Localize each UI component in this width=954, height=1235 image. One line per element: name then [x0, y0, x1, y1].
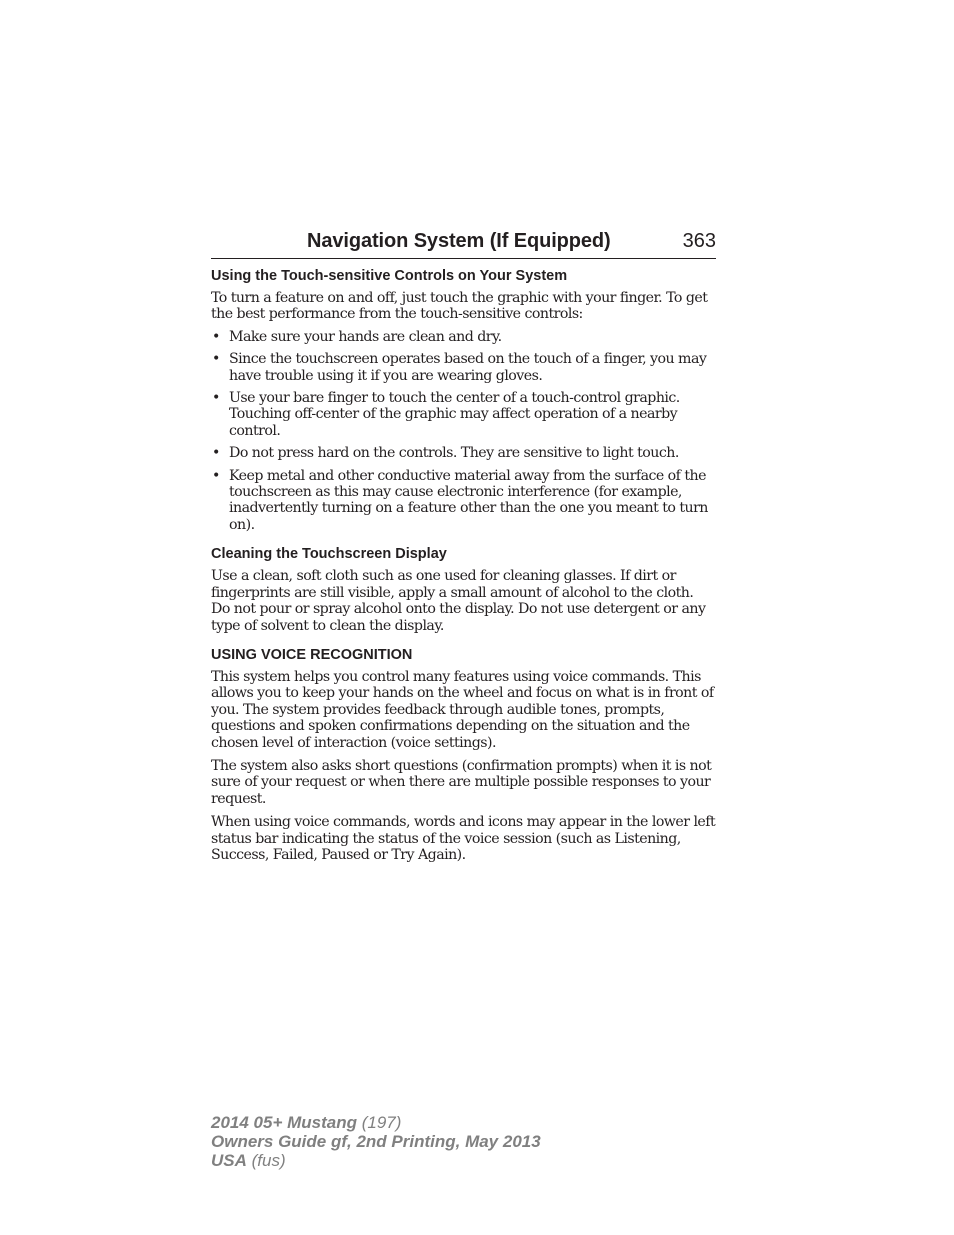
footer-line-1: 2014 05+ Mustang (197): [211, 1113, 402, 1132]
footer-line-3: USA (fus): [211, 1151, 286, 1170]
list-item: • Keep metal and other conductive material away from the surface of the touchscreen as this may cause electronic interference (for example, inadvertently turning on a feature other than the one you meant to turn on).: [212, 467, 708, 533]
list-item: • Use your bare finger to touch the center of a touch-control graphic. Touching off-center of the graphic may affect operation of a nearby control.: [212, 390, 680, 439]
list-item: • Do not press hard on the controls. They are sensitive to light touch.: [212, 445, 679, 462]
page-title: Navigation System (If Equipped): [307, 230, 611, 252]
heading-cleaning: Cleaning the Touchscreen Display: [211, 546, 447, 563]
bullet-icon: •: [212, 445, 220, 462]
voice-paragraph-2: The system also asks short questions (confirmation prompts) when it is not sure of your request or when there are multiple possible responses to your request.: [211, 757, 712, 807]
heading-touch-controls: Using the Touch-sensitive Controls on Your System: [211, 268, 568, 284]
list-item: • Make sure your hands are clean and dry.: [212, 328, 502, 345]
bullet-icon: •: [212, 351, 220, 368]
footer-line-2: Owners Guide gf, 2nd Printing, May 2013: [211, 1132, 541, 1151]
bullet-icon: •: [212, 390, 220, 407]
bullet-icon: •: [212, 467, 220, 484]
page-footer: [211, 1113, 541, 1170]
touch-tips-list: [211, 329, 716, 533]
touch-intro-paragraph: To turn a feature on and off, just touch the graphic with your finger. To get the best performance from the touch-sensitive controls:: [211, 290, 708, 323]
page-content: [211, 228, 716, 863]
voice-paragraph-1: This system helps you control many features using voice commands. This allows you to keep your hands on the wheel and focus on what is in front of you. The system provides feedback through audible tones, prompts, questions and spoken confirmations depending on the situation and the chosen level of interaction (voice settings).: [211, 668, 714, 751]
voice-paragraph-3: When using voice commands, words and icons may appear in the lower left status bar indicating the status of the voice session (such as Listening, Success, Failed, Paused or Try Again).: [211, 814, 716, 863]
heading-voice-recognition: USING VOICE RECOGNITION: [211, 646, 413, 663]
bullet-icon: •: [212, 328, 220, 345]
cleaning-paragraph: Use a clean, soft cloth such as one used for cleaning glasses. If dirt or fingerprints are still visible, apply a small amount of alcohol to the cloth. Do not pour or spray alcohol onto the display. Do not use detergent or any type of solvent to clean the display.: [211, 568, 706, 634]
list-item: • Since the touchscreen operates based on the touch of a finger, you may have trouble using it if you are wearing gloves.: [212, 351, 707, 384]
page-header: [211, 228, 716, 259]
page-number: 363: [682, 230, 716, 252]
